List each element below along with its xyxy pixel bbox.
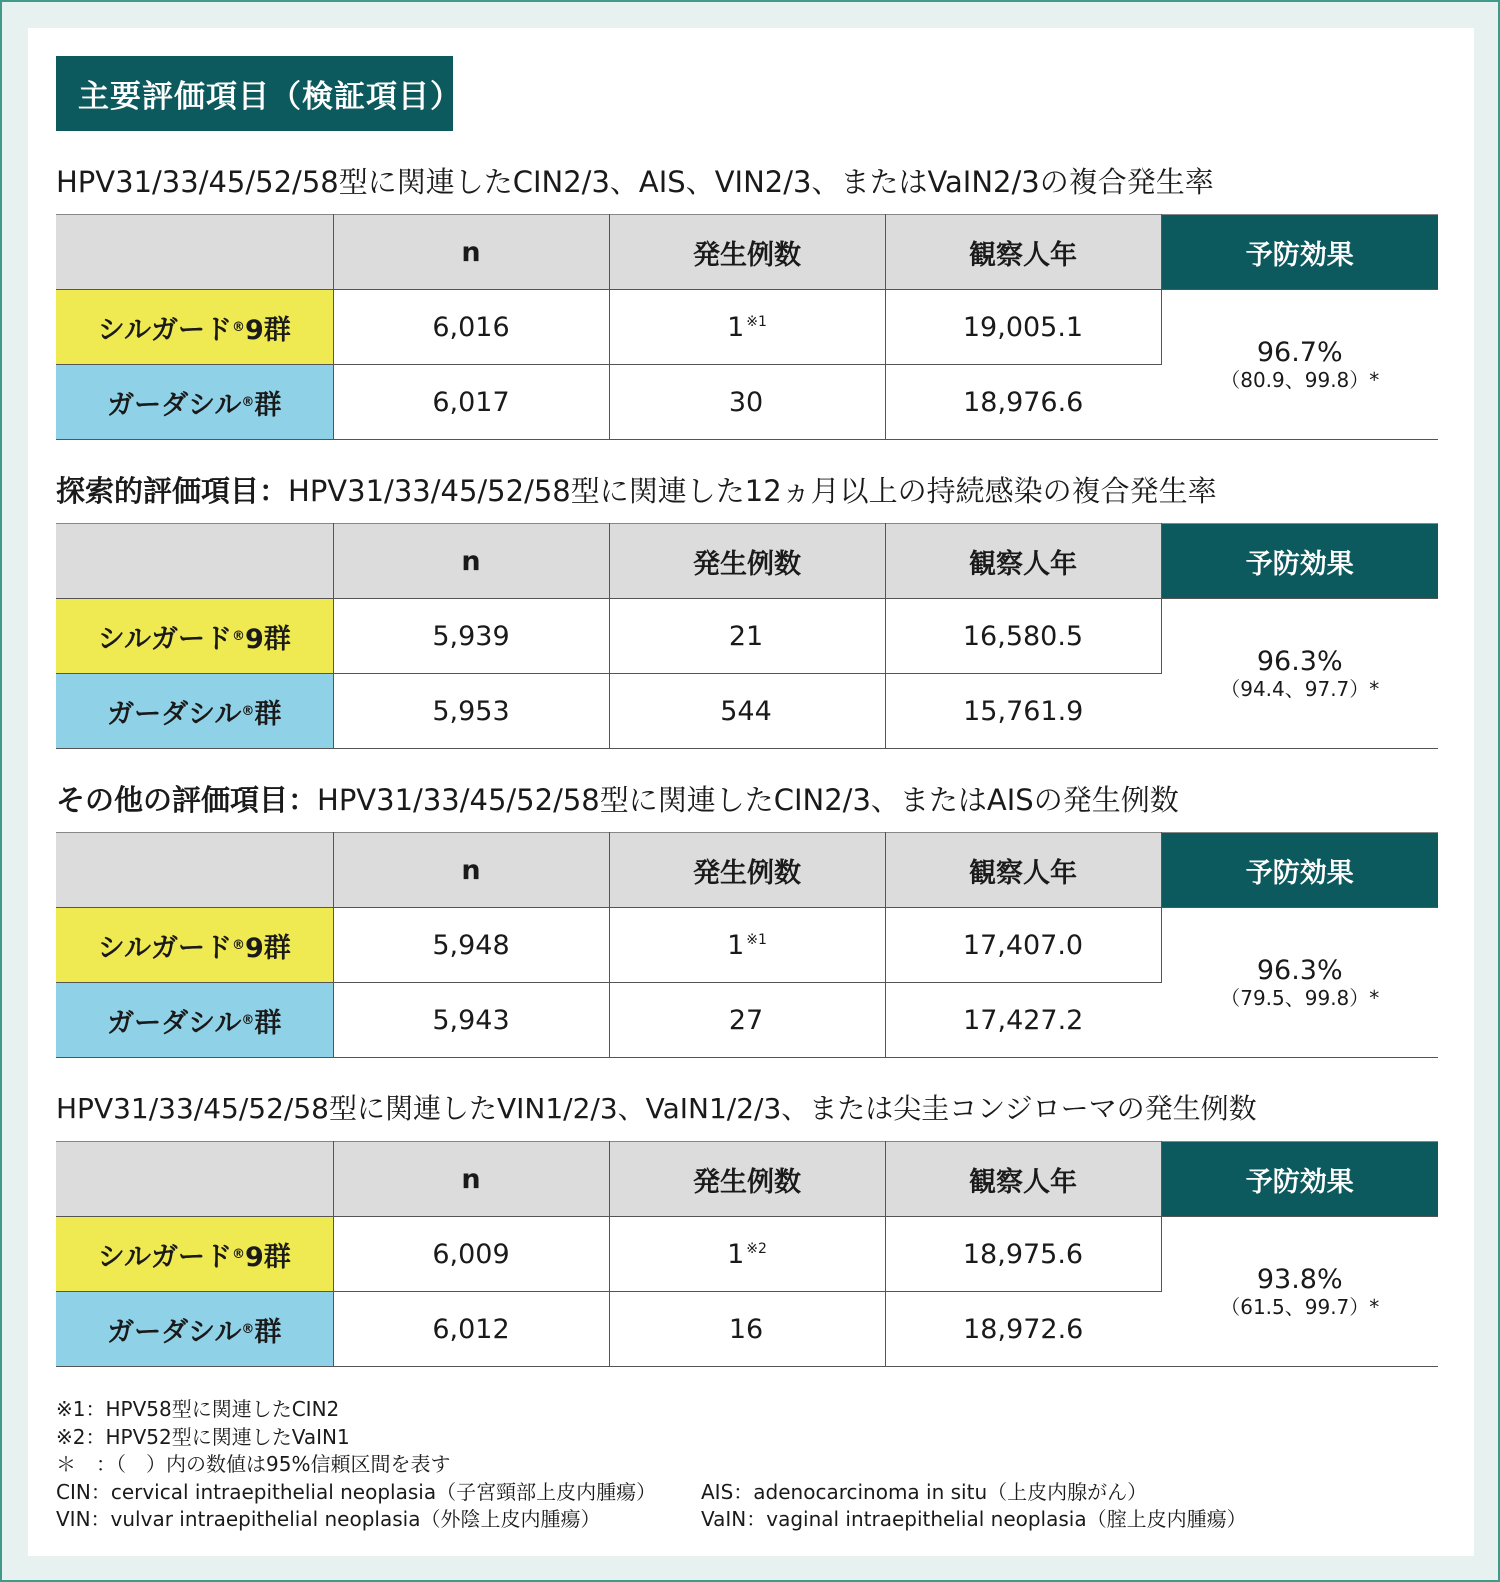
header-efficacy: 予防効果 (1161, 1142, 1438, 1217)
abbrev-row-2 (56, 1506, 1247, 1534)
n-value: 5,939 (333, 599, 609, 674)
section-heading-text: HPV31/33/45/52/58型に関連したCIN2/3、AIS、VIN2/3、またはVaIN2/3の複合発生率 (56, 165, 1214, 199)
efficacy-value: 93.8% (1256, 1264, 1343, 1296)
person-years-value: 18,976.6 (885, 365, 1161, 440)
events-value: 30 (609, 365, 885, 440)
abbrev-cin: CIN：cervical intraepithelial neoplasia（子宮頸部上皮内腫瘍） (56, 1479, 657, 1504)
abbrev-ais: AIS：adenocarcinoma in situ（上皮内腺がん） (701, 1479, 1148, 1504)
group-label-gardasil: ガーダシル®群 (56, 674, 333, 749)
person-years-value: 18,972.6 (885, 1292, 1161, 1367)
header-efficacy: 予防効果 (1161, 215, 1438, 290)
header-n: n (333, 215, 609, 290)
events-value: 544 (609, 674, 885, 749)
efficacy-cell (1161, 599, 1438, 749)
efficacy-cell (1161, 290, 1438, 440)
efficacy-cell (1161, 1217, 1438, 1367)
results-table-2 (56, 523, 1438, 749)
n-value: 6,009 (333, 1217, 609, 1292)
section-heading-bold: 探索的評価項目： (56, 474, 289, 508)
section-heading-bold: その他の評価項目： (56, 783, 318, 817)
header-efficacy: 予防効果 (1161, 524, 1438, 599)
n-value: 5,948 (333, 908, 609, 983)
efficacy-value: 96.3% (1256, 646, 1343, 678)
header-events: 発生例数 (609, 833, 885, 908)
section-heading-text: HPV31/33/45/52/58型に関連した12ヵ月以上の持続感染の複合発生率 (288, 474, 1217, 508)
header-n: n (333, 1142, 609, 1217)
events-value: 1 $^{※1}$ (609, 908, 885, 983)
table-row (56, 908, 1438, 983)
header-blank (56, 1142, 333, 1217)
section-heading-text: HPV31/33/45/52/58型に関連したVIN1/2/3、VaIN1/2/3、または尖圭コンジローマの発生例数 (56, 1092, 1257, 1125)
table-header-row (56, 1142, 1438, 1217)
section-heading-1 (56, 160, 1214, 201)
results-table-3 (56, 832, 1438, 1058)
group-label-gardasil: ガーダシル®群 (56, 983, 333, 1058)
table-row (56, 290, 1438, 365)
header-events: 発生例数 (609, 215, 885, 290)
abbrev-vain: VaIN：vaginal intraepithelial neoplasia（腟上皮内腫瘍） (701, 1507, 1247, 1531)
confidence-interval: （61.5、99.7）* (1220, 1294, 1380, 1319)
events-value: 16 (609, 1292, 885, 1367)
footnote-asterisk: ＊ ：（ ）内の数値は95%信頼区間を表す (56, 1452, 451, 1476)
efficacy-value: 96.3% (1256, 955, 1343, 987)
group-label-silgard: シルガード®9群 (56, 908, 333, 983)
table-header-row (56, 524, 1438, 599)
group-label-gardasil: ガーダシル®群 (56, 1292, 333, 1367)
table-row (56, 1217, 1438, 1292)
person-years-value: 17,407.0 (885, 908, 1161, 983)
n-value: 6,016 (333, 290, 609, 365)
events-value: 1 $^{※1}$ (609, 290, 885, 365)
group-label-silgard: シルガード®9群 (56, 599, 333, 674)
confidence-interval: （79.5、99.8）* (1220, 985, 1380, 1010)
person-years-value: 16,580.5 (885, 599, 1161, 674)
events-value: 21 (609, 599, 885, 674)
header-person-years: 観察人年 (885, 1142, 1161, 1217)
header-blank (56, 833, 333, 908)
group-label-silgard: シルガード®9群 (56, 290, 333, 365)
header-blank (56, 215, 333, 290)
n-value: 6,012 (333, 1292, 609, 1367)
section-heading-3 (56, 778, 1179, 819)
header-blank (56, 524, 333, 599)
group-label-gardasil: ガーダシル®群 (56, 365, 333, 440)
table-header-row (56, 215, 1438, 290)
header-events: 発生例数 (609, 1142, 885, 1217)
header-n: n (333, 524, 609, 599)
header-events: 発生例数 (609, 524, 885, 599)
events-value: 27 (609, 983, 885, 1058)
table-row (56, 599, 1438, 674)
events-value: 1 $^{※2}$ (609, 1217, 885, 1292)
confidence-interval: （80.9、99.8）* (1220, 367, 1380, 392)
footnote-1: ※1：HPV58型に関連したCIN2 (56, 1397, 340, 1421)
efficacy-value: 96.7% (1256, 337, 1343, 369)
person-years-value: 15,761.9 (885, 674, 1161, 749)
footnotes (56, 1396, 1247, 1534)
results-table-1 (56, 214, 1438, 440)
badge-label: 主要評価項目（検証項目） (78, 79, 462, 115)
person-years-value: 19,005.1 (885, 290, 1161, 365)
header-efficacy: 予防効果 (1161, 833, 1438, 908)
header-person-years: 観察人年 (885, 215, 1161, 290)
abbrev-row-1 (56, 1479, 1148, 1507)
footnote-2: ※2：HPV52型に関連したVaIN1 (56, 1424, 350, 1449)
section-heading-text: HPV31/33/45/52/58型に関連したCIN2/3、またはAISの発生例数 (317, 783, 1179, 817)
section-heading-2 (56, 469, 1217, 510)
confidence-interval: （94.4、97.7）* (1220, 676, 1380, 701)
person-years-value: 17,427.2 (885, 983, 1161, 1058)
n-value: 5,953 (333, 674, 609, 749)
header-n: n (333, 833, 609, 908)
person-years-value: 18,975.6 (885, 1217, 1161, 1292)
table-header-row (56, 833, 1438, 908)
group-label-silgard: シルガード®9群 (56, 1217, 333, 1292)
n-value: 5,943 (333, 983, 609, 1058)
n-value: 6,017 (333, 365, 609, 440)
content-panel (28, 28, 1474, 1556)
header-person-years: 観察人年 (885, 524, 1161, 599)
section-heading-4 (56, 1087, 1257, 1127)
primary-endpoint-badge (56, 56, 462, 131)
header-person-years: 観察人年 (885, 833, 1161, 908)
abbrev-vin: VIN：vulvar intraepithelial neoplasia（外陰上皮内腫瘍） (56, 1507, 601, 1531)
results-table-4 (56, 1141, 1438, 1367)
efficacy-cell (1161, 908, 1438, 1058)
